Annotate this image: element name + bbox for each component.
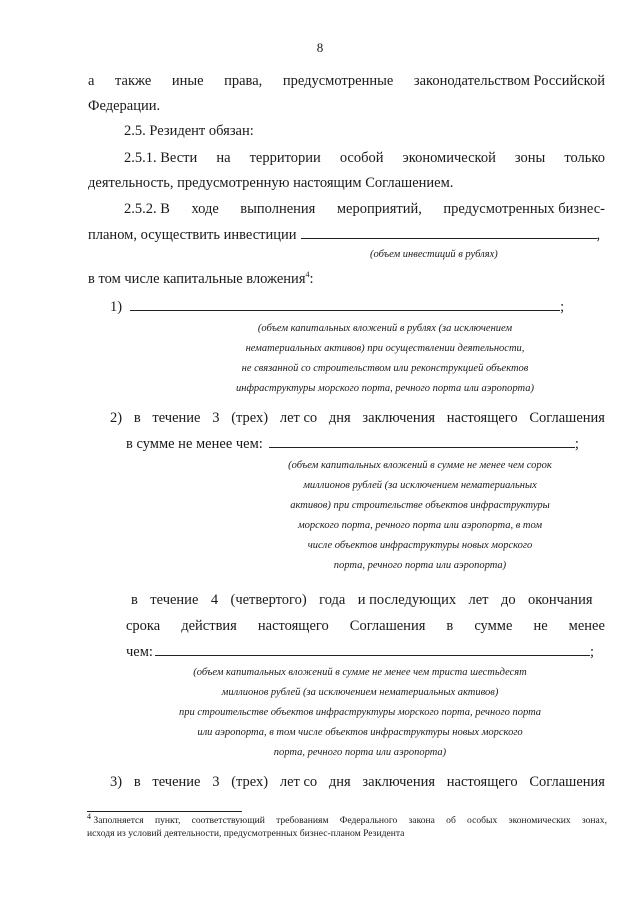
clause-2-5-2: 2.5.2. В ходе выполнения мероприятий, предусмотренных бизнес- bbox=[124, 201, 605, 217]
text-line: срока действия настоящего Соглашения в сумме не менее bbox=[126, 618, 605, 634]
text-line: планом, осуществить инвестиции , bbox=[88, 227, 601, 243]
item-1: 1) ; bbox=[110, 299, 565, 315]
text-line: деятельность, предусмотренную настоящим Соглашением. bbox=[88, 175, 454, 191]
text-line: в течение 4 (четвертого) года и последующих лет до окончания bbox=[131, 592, 593, 608]
caption-investments: (объем инвестиций в рублях) bbox=[370, 249, 498, 260]
caption-year-4: (объем капитальных вложений в сумме не менее чем триста шестьдесят миллионов рублей (за исключением нематериальных активов) при строительстве объектов инфраструктуры морского порта, речного порта или аэропорта, в том числе объектов инфраструктуры новых морского порта, речного порта или аэропорта) bbox=[178, 667, 542, 758]
caption-item-1: (объем капитальных вложений в рублях (за исключением нематериальных активов) при осуществлении деятельности, не связанной со строительством или реконструкцией объектов инфраструктуры морского порта, речного порта или аэропорта) bbox=[235, 323, 534, 394]
clause-heading: 2.5. Резидент обязан: bbox=[124, 123, 254, 139]
text-line: а также иные права, предусмотренные законодательством Российской bbox=[88, 73, 605, 89]
fill-blank-year-4 bbox=[155, 642, 590, 656]
item-2: 2) в течение 3 (трех) лет со дня заключения настоящего Соглашения bbox=[110, 410, 605, 426]
text-line: чем: ; bbox=[126, 644, 594, 660]
fill-blank-item-2 bbox=[269, 434, 575, 448]
text-line: в сумме не менее чем: ; bbox=[126, 436, 579, 452]
page-number: 8 bbox=[316, 40, 324, 55]
caption-item-2: (объем капитальных вложений в сумме не менее чем сорок миллионов рублей (за исключением нематериальных активов) при строительстве объектов инфраструктуры морского порта, речного порта или аэропорта, в том числе объектов инфраструктуры новых морского порта, речного порта или аэропорта) bbox=[288, 460, 552, 571]
text-line: Федерации. bbox=[88, 98, 161, 114]
footnote: $^4$ Заполняется пункт, соответствующий требованиям Федерального закона об особых экономических зонах, исходя из условий деятельности, предусмотренных бизнес-планом Резидента bbox=[87, 811, 607, 839]
text-line: в том числе капитальные вложения$^4$: bbox=[88, 270, 314, 287]
fill-blank-item-1 bbox=[130, 297, 560, 311]
clause-2-5-1: 2.5.1. Вести на территории особой экономической зоны только bbox=[124, 150, 605, 166]
item-3: 3) в течение 3 (трех) лет со дня заключения настоящего Соглашения bbox=[110, 774, 605, 790]
footnote-divider bbox=[87, 811, 242, 812]
fill-blank-investments bbox=[301, 225, 597, 239]
